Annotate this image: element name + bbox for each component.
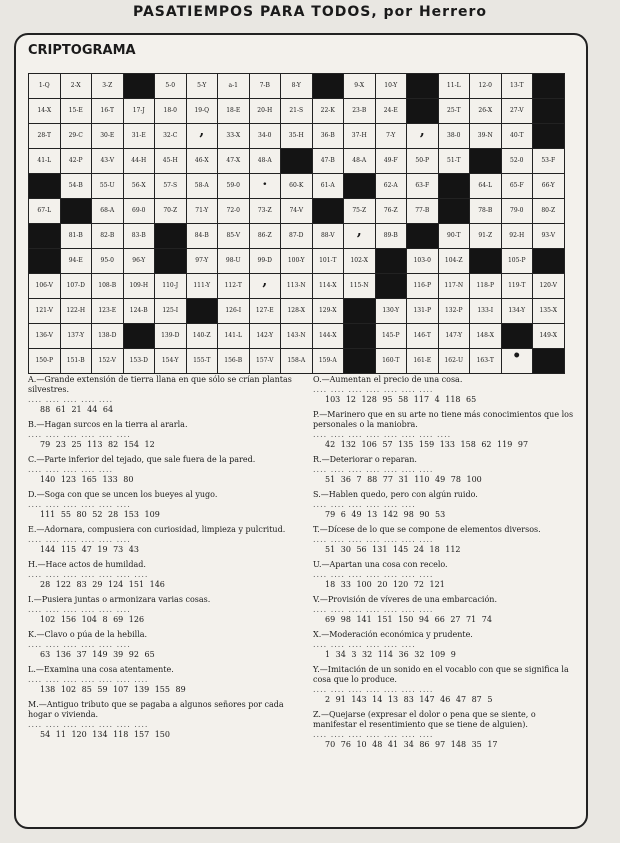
grid-cell — [376, 274, 407, 298]
clue-dots: .... .... .... .... .... .... .... — [313, 685, 434, 694]
grid-cell: 152-V — [92, 349, 123, 373]
grid-cell: , — [407, 124, 438, 148]
clue-text: D.—Soga con que se uncen los bueyes al yugo. — [28, 490, 218, 499]
grid-cell: 161-E — [407, 349, 438, 373]
grid-cell: 81-B — [61, 224, 92, 248]
clue-item — [28, 525, 293, 555]
grid-cell: 142-Y — [250, 324, 281, 348]
grid-cell — [124, 74, 155, 98]
grid-cell: 43-V — [92, 149, 123, 173]
grid-cell — [61, 199, 92, 223]
grid-cell — [187, 299, 218, 323]
grid-cell: 112-T — [218, 274, 249, 298]
clue-nums: 1 34 3 32 114 36 32 109 9 — [325, 650, 456, 659]
grid-cell: 156-B — [218, 349, 249, 373]
grid-cell: 90-T — [439, 224, 470, 248]
grid-cell — [470, 149, 501, 173]
clue-item — [313, 665, 578, 705]
grid-cell: 52-0 — [502, 149, 533, 173]
grid-cell — [407, 74, 438, 98]
grid-cell: 113-N — [281, 274, 312, 298]
grid-cell: 5-0 — [155, 74, 186, 98]
clue-dots: .... .... .... .... .... .... — [28, 500, 131, 509]
grid-cell: 5-Y — [187, 74, 218, 98]
grid-cell: 74-V — [281, 199, 312, 223]
grid-cell: 35-H — [281, 124, 312, 148]
grid-cell: 18-E — [218, 99, 249, 123]
clue-item — [28, 455, 293, 485]
clue-text: A.—Grande extensión de tierra llana en que sólo se crían plantas silvestres. — [28, 375, 292, 394]
grid-cell: 126-I — [218, 299, 249, 323]
grid-cell: 119-T — [502, 274, 533, 298]
grid-cell: 62-A — [376, 174, 407, 198]
grid-cell — [155, 224, 186, 248]
grid-cell: 3-Z — [92, 74, 123, 98]
grid-cell: 104-Z — [439, 249, 470, 273]
grid-cell: 45-H — [155, 149, 186, 173]
clue-nums: 28 122 83 29 124 151 146 — [40, 580, 165, 589]
grid-cell: 153-D — [124, 349, 155, 373]
grid-cell: 42-P — [61, 149, 92, 173]
grid-cell: 133-I — [470, 299, 501, 323]
grid-cell: 160-T — [376, 349, 407, 373]
grid-cell: 105-P — [502, 249, 533, 273]
grid-cell: 120-V — [533, 274, 564, 298]
grid-cell — [344, 324, 375, 348]
clue-text: U.—Apartan una cosa con recelo. — [313, 560, 448, 569]
grid-cell: 29-C — [61, 124, 92, 148]
clue-nums: 63 136 37 149 39 92 65 — [40, 650, 155, 659]
grid-cell: 100-Y — [281, 249, 312, 273]
clue-item — [28, 630, 293, 660]
clue-dots: .... .... .... .... .... .... .... — [313, 605, 434, 614]
grid-cell: 24-E — [376, 99, 407, 123]
grid-cell: 77-B — [407, 199, 438, 223]
grid-cell: 80-Z — [533, 199, 564, 223]
grid-cell: 88-V — [313, 224, 344, 248]
grid-cell: 56-X — [124, 174, 155, 198]
clue-dots: .... .... .... .... .... .... .... — [313, 570, 434, 579]
clue-item — [313, 525, 578, 555]
clue-nums: 51 30 56 131 145 24 18 112 — [325, 545, 461, 554]
grid-cell: 75-Z — [344, 199, 375, 223]
grid-cell: 129-X — [313, 299, 344, 323]
grid-cell: 69-0 — [124, 199, 155, 223]
clue-nums: 70 76 10 48 41 34 86 97 148 35 17 — [325, 740, 498, 749]
clue-text: O.—Aumentan el precio de una cosa. — [313, 375, 463, 384]
grid-cell: 134-Y — [502, 299, 533, 323]
grid-cell: 79-0 — [502, 199, 533, 223]
grid-cell: 57-S — [155, 174, 186, 198]
grid-cell: 136-V — [29, 324, 60, 348]
grid-cell: 155-T — [187, 349, 218, 373]
grid-cell: 148-X — [470, 324, 501, 348]
clue-dots: .... .... .... .... .... .... .... — [28, 570, 149, 579]
grid-cell: 1-Q — [29, 74, 60, 98]
clue-dots: .... .... .... .... .... .... .... — [313, 730, 434, 739]
grid-cell — [344, 349, 375, 373]
grid-cell: 28-T — [29, 124, 60, 148]
clues-right-column — [313, 375, 578, 755]
grid-cell — [29, 224, 60, 248]
clue-dots: .... .... .... .... .... .... .... — [313, 385, 434, 394]
clue-item — [28, 700, 293, 740]
clue-dots: .... .... .... .... .... .... — [313, 640, 416, 649]
clue-nums: 42 132 106 57 135 159 133 158 62 119 97 — [325, 440, 529, 449]
grid-cell: 158-A — [281, 349, 312, 373]
clue-dots: .... .... .... .... .... — [28, 395, 114, 404]
clue-text: C.—Parte inferior del tejado, que sale fuera de la pared. — [28, 455, 256, 464]
clue-item — [28, 490, 293, 520]
grid-cell: 118-P — [470, 274, 501, 298]
grid-cell: 60-K — [281, 174, 312, 198]
clue-text: E.—Adornara, compusiera con curiosidad, limpieza y pulcritud. — [28, 525, 286, 534]
clue-dots: .... .... .... .... .... .... — [28, 535, 131, 544]
clue-text: S.—Hablen quedo, pero con algún ruido. — [313, 490, 478, 499]
grid-cell — [344, 174, 375, 198]
grid-cell: 8-Y — [281, 74, 312, 98]
grid-cell: 36-B — [313, 124, 344, 148]
grid-cell: 72-0 — [218, 199, 249, 223]
clue-nums: 69 98 141 151 150 94 66 27 71 74 — [325, 615, 492, 624]
grid-cell: 159-A — [313, 349, 344, 373]
grid-cell: 73-Z — [250, 199, 281, 223]
grid-cell: 22-K — [313, 99, 344, 123]
grid-cell: 54-B — [61, 174, 92, 198]
clue-dots: .... .... .... .... .... .... .... — [313, 465, 434, 474]
grid-cell: 135-X — [533, 299, 564, 323]
grid-cell: 103-0 — [407, 249, 438, 273]
grid-cell: 95-0 — [92, 249, 123, 273]
grid-cell: 149-X — [533, 324, 564, 348]
grid-cell: 125-I — [155, 299, 186, 323]
grid-cell: 25-T — [439, 99, 470, 123]
clue-nums: 2 91 143 14 13 83 147 46 47 87 5 — [325, 695, 493, 704]
clue-item — [313, 410, 578, 450]
grid-cell: 127-E — [250, 299, 281, 323]
grid-cell: 162-U — [439, 349, 470, 373]
clue-nums: 111 55 80 52 28 153 109 — [40, 510, 160, 519]
grid-cell: 157-V — [250, 349, 281, 373]
clue-nums: 103 12 128 95 58 117 4 118 65 — [325, 395, 477, 404]
grid-cell: 99-D — [250, 249, 281, 273]
clue-text: Z.—Quejarse (expresar el dolor o pena que se siente, o manifestar el resentimiento que se tiene de alguien). — [313, 710, 536, 729]
clue-item — [313, 375, 578, 405]
grid-cell: 7-B — [250, 74, 281, 98]
grid-cell: 141-L — [218, 324, 249, 348]
grid-cell: 76-Z — [376, 199, 407, 223]
grid-cell: 46-X — [187, 149, 218, 173]
grid-cell: 44-H — [124, 149, 155, 173]
grid-cell: 41-L — [29, 149, 60, 173]
grid-cell — [29, 174, 60, 198]
grid-cell: 124-B — [124, 299, 155, 323]
clue-nums: 79 23 25 113 82 154 12 — [40, 440, 155, 449]
grid-cell — [155, 249, 186, 273]
grid-cell: 163-T — [470, 349, 501, 373]
grid-cell: 101-T — [313, 249, 344, 273]
grid-cell: 86-Z — [250, 224, 281, 248]
grid-cell: 31-E — [124, 124, 155, 148]
grid-cell: 21-S — [281, 99, 312, 123]
clue-item — [313, 490, 578, 520]
crypto-panel — [14, 33, 588, 829]
grid-cell: 30-E — [92, 124, 123, 148]
grid-cell: 11-L — [439, 74, 470, 98]
grid-cell: 20-H — [250, 99, 281, 123]
grid-cell: 18-0 — [155, 99, 186, 123]
grid-cell: 132-P — [439, 299, 470, 323]
grid-cell: 87-D — [281, 224, 312, 248]
grid-cell: 65-F — [502, 174, 533, 198]
grid-cell: , — [250, 274, 281, 298]
clue-dots: .... .... .... .... .... .... — [28, 640, 131, 649]
grid-cell — [344, 299, 375, 323]
grid-cell: 122-H — [61, 299, 92, 323]
clue-nums: 79 6 49 13 142 98 90 53 — [325, 510, 446, 519]
clue-item — [313, 595, 578, 625]
clue-text: H.—Hace actos de humildad. — [28, 560, 146, 569]
grid-cell: 9-X — [344, 74, 375, 98]
grid-cell: 154-Y — [155, 349, 186, 373]
clue-dots: .... .... .... .... .... .... .... — [28, 720, 149, 729]
clue-text: R.—Deteriorar o reparan. — [313, 455, 417, 464]
grid-cell — [29, 249, 60, 273]
clues-area — [28, 375, 578, 815]
grid-cell: 55-U — [92, 174, 123, 198]
clue-text: X.—Moderación económica y prudente. — [313, 630, 473, 639]
grid-cell — [439, 174, 470, 198]
grid-cell: , — [344, 224, 375, 248]
crypto-grid — [28, 73, 565, 374]
clue-item — [313, 560, 578, 590]
clue-nums: 18 33 100 20 120 72 121 — [325, 580, 445, 589]
grid-cell: 27-V — [502, 99, 533, 123]
grid-cell: 13-T — [502, 74, 533, 98]
grid-cell: 58-A — [187, 174, 218, 198]
grid-cell: 49-F — [376, 149, 407, 173]
grid-cell: 137-Y — [61, 324, 92, 348]
clue-text: I.—Pusiera juntas o armonizara varias cosas. — [28, 595, 211, 604]
grid-cell: 53-F — [533, 149, 564, 173]
grid-cell: 147-Y — [439, 324, 470, 348]
clue-nums: 138 102 85 59 107 139 155 89 — [40, 685, 186, 694]
grid-cell: 66-Y — [533, 174, 564, 198]
grid-cell: 146-T — [407, 324, 438, 348]
clue-item — [28, 665, 293, 695]
grid-cell: 138-D — [92, 324, 123, 348]
grid-cell — [533, 74, 564, 98]
grid-cell — [533, 124, 564, 148]
grid-cell: 17-J — [124, 99, 155, 123]
grid-cell — [407, 224, 438, 248]
clue-text: P.—Marinero que en su arte no tiene más conocimientos que los personales o la maniobra. — [313, 410, 574, 429]
grid-cell: • — [502, 349, 533, 373]
clue-dots: .... .... .... .... .... .... .... — [313, 535, 434, 544]
clue-text: L.—Examina una cosa atentamente. — [28, 665, 174, 674]
clue-text: M.—Antiguo tributo que se pagaba a algunos señores por cada hogar o vivienda. — [28, 700, 284, 719]
grid-cell: 110-J — [155, 274, 186, 298]
section-title: CRIPTOGRAMA — [28, 43, 136, 58]
grid-cell: 7-Y — [376, 124, 407, 148]
grid-cell: 2-X — [61, 74, 92, 98]
grid-cell: 48-A — [250, 149, 281, 173]
grid-cell: 32-C — [155, 124, 186, 148]
grid-cell: 12-0 — [470, 74, 501, 98]
clue-item — [28, 375, 293, 415]
grid-cell: 47-X — [218, 149, 249, 173]
grid-cell: 98-U — [218, 249, 249, 273]
grid-cell: 144-X — [313, 324, 344, 348]
clue-nums: 51 36 7 88 77 31 110 49 78 100 — [325, 475, 482, 484]
grid-cell — [407, 99, 438, 123]
grid-cell: 51-T — [439, 149, 470, 173]
grid-cell: 94-E — [61, 249, 92, 273]
clue-dots: .... .... .... .... .... .... — [28, 605, 131, 614]
grid-cell: 10-Y — [376, 74, 407, 98]
grid-cell: 109-H — [124, 274, 155, 298]
grid-cell — [313, 74, 344, 98]
grid-cell: 64-L — [470, 174, 501, 198]
grid-cell: 91-Z — [470, 224, 501, 248]
grid-cell — [124, 324, 155, 348]
grid-cell: 139-D — [155, 324, 186, 348]
grid-cell: 143-N — [281, 324, 312, 348]
grid-cell: 116-P — [407, 274, 438, 298]
clue-nums: 54 11 120 134 118 157 150 — [40, 730, 170, 739]
grid-cell: 130-Y — [376, 299, 407, 323]
grid-cell: 15-E — [61, 99, 92, 123]
grid-cell: 14-X — [29, 99, 60, 123]
grid-cell: 89-B — [376, 224, 407, 248]
grid-cell: 59-0 — [218, 174, 249, 198]
grid-cell: 128-X — [281, 299, 312, 323]
grid-cell: 38-0 — [439, 124, 470, 148]
grid-cell — [470, 249, 501, 273]
clue-text: T.—Dícese de lo que se compone de elementos diversos. — [313, 525, 541, 534]
clue-nums: 140 123 165 133 80 — [40, 475, 134, 484]
grid-cell: . — [250, 174, 281, 198]
grid-cell: 111-Y — [187, 274, 218, 298]
grid-cell: 19-Q — [187, 99, 218, 123]
clue-item — [313, 455, 578, 485]
grid-cell: 151-B — [61, 349, 92, 373]
grid-cell: 63-F — [407, 174, 438, 198]
grid-cell: 131-P — [407, 299, 438, 323]
clue-nums: 144 115 47 19 73 43 — [40, 545, 139, 554]
grid-cell: 92-H — [502, 224, 533, 248]
grid-cell: 70-Z — [155, 199, 186, 223]
grid-cell: 84-B — [187, 224, 218, 248]
clue-item — [28, 595, 293, 625]
grid-cell: 16-T — [92, 99, 123, 123]
grid-cell: 34-0 — [250, 124, 281, 148]
grid-cell: 67-L — [29, 199, 60, 223]
clues-left-column — [28, 375, 293, 745]
grid-cell: 102-X — [344, 249, 375, 273]
clue-item — [28, 560, 293, 590]
grid-cell — [533, 349, 564, 373]
grid-cell: 85-V — [218, 224, 249, 248]
grid-cell: 37-H — [344, 124, 375, 148]
clue-dots: .... .... .... .... .... .... .... — [28, 675, 149, 684]
grid-cell: 39-N — [470, 124, 501, 148]
clue-dots: .... .... .... .... .... — [28, 465, 114, 474]
grid-cell — [533, 99, 564, 123]
clue-item — [28, 420, 293, 450]
grid-cell: 145-P — [376, 324, 407, 348]
grid-cell: 47-B — [313, 149, 344, 173]
grid-cell: 114-X — [313, 274, 344, 298]
grid-cell: 117-N — [439, 274, 470, 298]
grid-cell: 23-B — [344, 99, 375, 123]
grid-cell — [439, 199, 470, 223]
page-header: PASATIEMPOS PARA TODOS, por Herrero — [132, 4, 488, 20]
clue-dots: .... .... .... .... .... .... — [313, 500, 416, 509]
grid-cell: 83-B — [124, 224, 155, 248]
clue-dots: .... .... .... .... .... .... — [28, 430, 131, 439]
grid-cell: 106-V — [29, 274, 60, 298]
clue-item — [313, 710, 578, 750]
grid-cell: 82-B — [92, 224, 123, 248]
grid-cell — [376, 249, 407, 273]
grid-cell — [502, 324, 533, 348]
grid-cell: 50-P — [407, 149, 438, 173]
grid-cell: 78-B — [470, 199, 501, 223]
grid-cell: , — [187, 124, 218, 148]
grid-cell: 71-Y — [187, 199, 218, 223]
grid-cell: 107-D — [61, 274, 92, 298]
grid-cell: 140-Z — [187, 324, 218, 348]
grid-cell: 68-A — [92, 199, 123, 223]
clue-text: V.—Provisión de víveres de una embarcación. — [313, 595, 497, 604]
grid-cell: 97-Y — [187, 249, 218, 273]
grid-cell: 48-A — [344, 149, 375, 173]
grid-cell: 123-E — [92, 299, 123, 323]
clue-text: K.—Clavo o púa de la hebilla. — [28, 630, 148, 639]
grid-cell: 150-P — [29, 349, 60, 373]
grid-cell: 93-V — [533, 224, 564, 248]
grid-cell: 115-N — [344, 274, 375, 298]
grid-cell: 121-V — [29, 299, 60, 323]
clue-text: Y.—Imitación de un sonido en el vocablo con que se significa la cosa que lo produce. — [313, 665, 569, 684]
grid-cell: 96-Y — [124, 249, 155, 273]
clue-text: B.—Hagan surcos en la tierra al ararla. — [28, 420, 188, 429]
clue-dots: .... .... .... .... .... .... .... .... — [313, 430, 452, 439]
clue-nums: 88 61 21 44 64 — [40, 405, 114, 414]
grid-cell — [533, 249, 564, 273]
grid-cell: a-1 — [218, 74, 249, 98]
grid-cell: 33-X — [218, 124, 249, 148]
clue-item — [313, 630, 578, 660]
grid-cell: 40-T — [502, 124, 533, 148]
grid-cell — [281, 149, 312, 173]
grid-cell: 61-A — [313, 174, 344, 198]
grid-cell: 26-X — [470, 99, 501, 123]
grid-cell: 108-B — [92, 274, 123, 298]
clue-nums: 102 156 104 8 69 126 — [40, 615, 145, 624]
grid-cell — [313, 199, 344, 223]
